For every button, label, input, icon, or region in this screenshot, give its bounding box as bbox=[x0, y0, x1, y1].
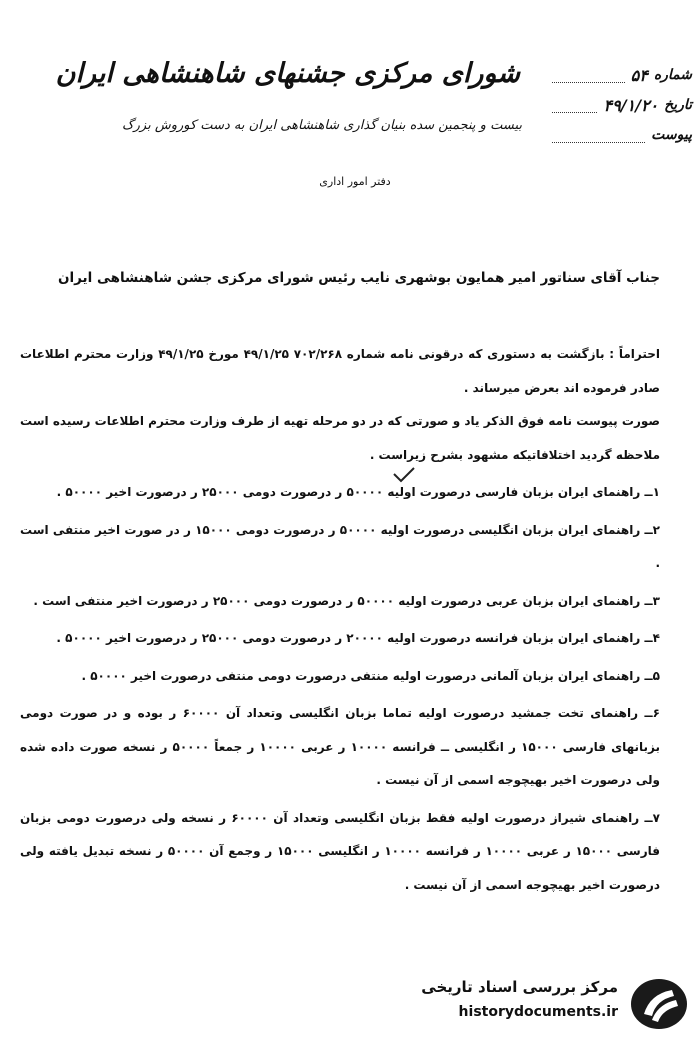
letterhead-subtitle: بیست و پنجمین سده بنیان گذاری شاهنشاهی ایران به دست کوروش بزرگ bbox=[122, 118, 522, 133]
letter-recipient: جناب آقای سناتور امیر همایون بوشهری نایب رئیس شورای مرکزی جشن شاهنشاهی ایران bbox=[58, 270, 660, 286]
letter-body bbox=[20, 338, 660, 902]
meta-number-label: شماره bbox=[653, 67, 692, 83]
letter-item-7: ۷ــ راهنمای شیراز درصورت اولیه فقط بزبان انگلیسی وتعداد آن ۶۰۰۰۰ ر نسخه ولی درصورت دومی بزبان فارسی ۱۵۰۰۰ ر عربی ۱۰۰۰۰ ر فرانسه ۱۰۰۰۰ ر انگلیسی ۱۵۰۰۰ ر وجمع آن ۵۰۰۰۰ ر نسخه تبدیل یافته ولی درصورت اخیر بهیچوجه اسمی از آن نیست . bbox=[20, 810, 661, 892]
watermark-name: مرکز بررسی اسناد تاریخی bbox=[421, 978, 618, 996]
book-scroll-icon bbox=[628, 976, 690, 1032]
handwritten-check-mark bbox=[392, 466, 416, 484]
meta-number-value: ۵۴ bbox=[630, 65, 648, 85]
letter-paragraph-2: صورت پیوست نامه فوق الذکر یاد و صورتی که در دو مرحله تهیه از طرف وزارت محترم اطلاعات رسیده است ملاحظه گردید اختلافاتیکه مشهود بشرح زیراست . bbox=[20, 414, 660, 462]
meta-date-row bbox=[552, 90, 692, 120]
meta-date-value: ۴۹/۱/۲۰ bbox=[603, 95, 659, 115]
letter-intro: احتراماً : بازگشت به دستوری که درقونی نامه شماره ۷۰۲/۲۶۸ ۴۹/۱/۲۵ مورخ ۴۹/۱/۲۵ وزارت محترم اطلاعات صادر فرموده اند بعرض میرساند . bbox=[20, 347, 660, 395]
letter-item-2: ۲ــ راهنمای ایران بزبان انگلیسی درصورت اولیه ۵۰۰۰۰ ر درصورت دومی ۱۵۰۰۰ ر در صورت اخیر منتفی است . bbox=[20, 522, 660, 570]
meta-number-line bbox=[552, 68, 625, 83]
letter-meta bbox=[552, 60, 692, 150]
letter-item-3: ۳ــ راهنمای ایران بزبان عربی درصورت اولیه ۵۰۰۰۰ ر درصورت دومی ۲۵۰۰۰ ر درصورت اخیر منتفی است . bbox=[33, 593, 660, 608]
meta-attachment-label: پیوست bbox=[651, 127, 692, 143]
letter-item-5: ۵ــ راهنمای ایران بزبان آلمانی درصورت اولیه منتفی درصورت دومی منتفی درصورت اخیر ۵۰۰۰۰ . bbox=[81, 668, 660, 683]
meta-attachment-line bbox=[552, 128, 645, 143]
letter-item-1: ۱ــ راهنمای ایران بزبان فارسی درصورت اولیه ۵۰۰۰۰ ر درصورت دومی ۲۵۰۰۰ ر درصورت اخیر ۵۰۰۰۰ . bbox=[56, 485, 660, 499]
letter-item-6: ۶ــ راهنمای تخت جمشید درصورت اولیه تماما بزبان انگلیسی وتعداد آن ۶۰۰۰۰ ر بوده و در صورت دومی بزبانهای فارسی ۱۵۰۰۰ ر انگلیسی ــ فرانسه ۱۰۰۰۰ ر عربی ۱۰۰۰۰ ر جمعاً ۵۰۰۰۰ ر نسخه صورت داده شده ولی درصورت اخیر بهیچوجه اسمی از آن نیست . bbox=[20, 706, 661, 787]
meta-date-label: تاریخ bbox=[664, 97, 692, 113]
watermark-site: historydocuments.ir bbox=[458, 1004, 618, 1020]
watermark-logo bbox=[418, 976, 690, 1032]
meta-number-row bbox=[552, 60, 692, 90]
office-name: دفتر امور اداری bbox=[319, 175, 391, 188]
letterhead-title: شورای مرکزی جشنهای شاهنشاهی ایران bbox=[55, 58, 520, 89]
meta-date-line bbox=[552, 98, 597, 113]
letter-item-4: ۴ــ راهنمای ایران بزبان فرانسه درصورت اولیه ۲۰۰۰۰ ر درصورت دومی ۲۵۰۰۰ ر درصورت اخیر ۵۰۰۰۰ . bbox=[56, 631, 660, 645]
meta-attachment-row bbox=[552, 120, 692, 150]
